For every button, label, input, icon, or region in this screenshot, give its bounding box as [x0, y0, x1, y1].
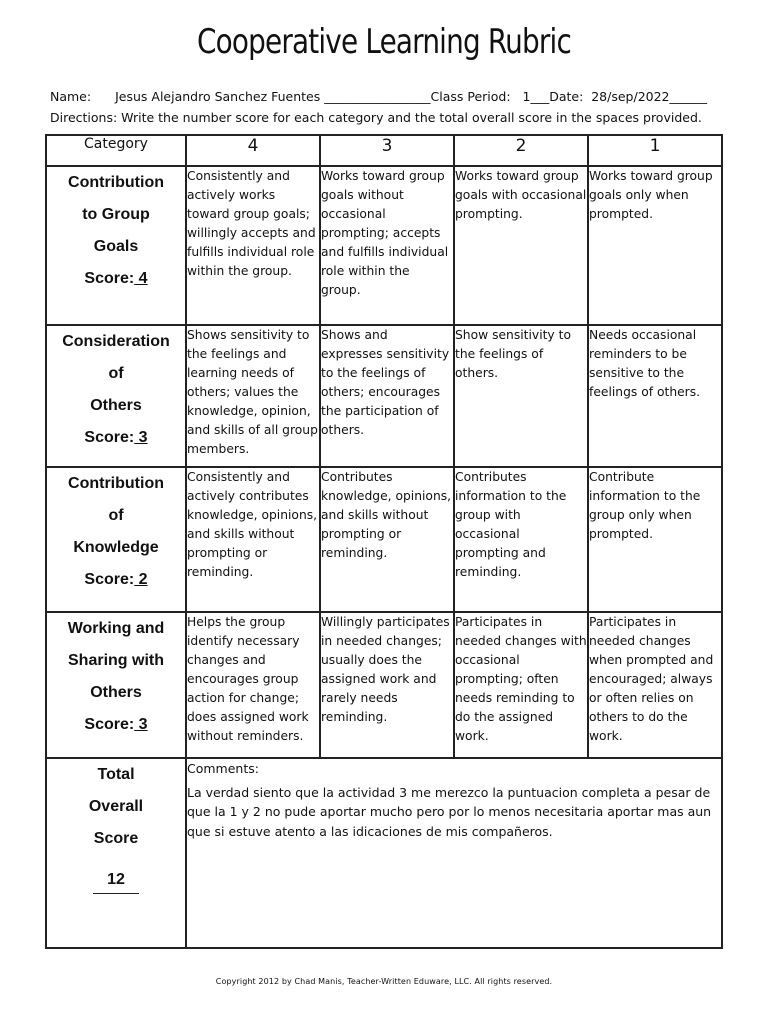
- comments-label: Comments:: [187, 761, 259, 776]
- category-name: Sharing with: [68, 652, 164, 669]
- descriptor-cell: Consistently and actively contributes knowledge, opinions, and skills without prompting or reminding.: [186, 467, 320, 612]
- descriptor-cell: Works toward group goals without occasional prompting; accepts and fulfills individual role within the group.: [320, 166, 454, 325]
- descriptor-cell: Participates in needed changes with occasional prompting; often needs reminding to do the assigned work.: [454, 612, 588, 758]
- category-name: Contribution: [68, 475, 164, 492]
- descriptor-cell: Contributes knowledge, opinions, and skills without prompting or reminding.: [320, 467, 454, 612]
- table-row: [46, 325, 722, 467]
- score-label: Score:: [84, 571, 135, 588]
- total-label: Overall: [88, 798, 144, 815]
- table-row: [46, 612, 722, 758]
- descriptor-cell: Helps the group identify necessary changes and encourages group action for change; does assigned work without reminders.: [186, 612, 320, 758]
- header-category: Category: [46, 135, 186, 166]
- category-cell: [46, 166, 186, 325]
- total-score-cell: [46, 758, 186, 948]
- header-score-1: 1: [588, 135, 722, 166]
- date-label: Date:: [549, 89, 584, 104]
- total-label: Total: [97, 766, 135, 783]
- header-score-3: 3: [320, 135, 454, 166]
- descriptor-cell: Needs occasional reminders to be sensitive to the feelings of others.: [588, 325, 722, 467]
- copyright-footer: Copyright 2012 by Chad Manis, Teacher-Written Eduware, LLC. All rights reserved.: [215, 977, 553, 986]
- descriptor-cell: Works toward group goals with occasional prompting.: [454, 166, 588, 325]
- score-value: 4: [134, 270, 148, 287]
- category-name: of: [108, 365, 124, 382]
- descriptor-cell: Consistently and actively works toward group goals; willingly accepts and fulfills individual role within the group.: [186, 166, 320, 325]
- category-name: Others: [90, 397, 142, 414]
- descriptor-cell: Willingly participates in needed changes; usually does the assigned work and rarely needs reminding.: [320, 612, 454, 758]
- page-title: Cooperative Learning Rubric: [197, 22, 571, 62]
- header-row: [46, 135, 722, 166]
- name-label: Name:: [50, 89, 92, 104]
- score-label: Score:: [84, 429, 135, 446]
- class-period-label: Class Period:: [430, 89, 511, 104]
- descriptor-cell: Contribute information to the group only when prompted.: [588, 467, 722, 612]
- category-name: Others: [90, 684, 142, 701]
- descriptor-cell: Shows and expresses sensitivity to the feelings of others; encourages the participation of others.: [320, 325, 454, 467]
- descriptor-cell: Show sensitivity to the feelings of others.: [454, 325, 588, 467]
- score-label: Score:: [84, 716, 135, 733]
- descriptor-cell: Contributes information to the group with occasional prompting and reminding.: [454, 467, 588, 612]
- category-name: to Group: [82, 206, 150, 223]
- table-row: [46, 166, 722, 325]
- total-score-value: 12: [93, 869, 139, 894]
- score-value: 3: [134, 429, 148, 446]
- header-score-4: 4: [186, 135, 320, 166]
- descriptor-cell: Shows sensitivity to the feelings and learning needs of others; values the knowledge, opinion, and skills of all group members.: [186, 325, 320, 467]
- category-name: Consideration: [62, 333, 170, 350]
- directions: Directions: Write the number score for each category and the total overall score in the spaces provided.: [50, 110, 702, 125]
- score-value: 3: [134, 716, 148, 733]
- total-row: [46, 758, 722, 948]
- student-info-line: Name: Jesus Alejandro Sanchez Fuentes _________________Class Period: 1___Date: 28/sep/2022______: [50, 89, 708, 104]
- name-value: Jesus Alejandro Sanchez Fuentes: [115, 89, 321, 104]
- category-cell: [46, 612, 186, 758]
- category-name: Knowledge: [73, 539, 159, 556]
- category-name: Goals: [93, 238, 139, 255]
- table-row: [46, 467, 722, 612]
- category-cell: [46, 325, 186, 467]
- category-name: of: [108, 507, 124, 524]
- descriptor-cell: Participates in needed changes when prompted and encouraged; always or often relies on others to do the work.: [588, 612, 722, 758]
- category-name: Contribution: [68, 174, 164, 191]
- header-score-2: 2: [454, 135, 588, 166]
- score-value: 2: [134, 571, 148, 588]
- category-name: Working and: [67, 620, 165, 637]
- comments-cell: [186, 758, 722, 948]
- comments-text: La verdad siento que la actividad 3 me merezco la puntuacion completa a pesar de que la 1 y 2 no pude aportar mucho pero por lo menos necesitaria aportar mas aun que si estuve atento a las idicaciones de mis compañeros.: [187, 784, 712, 839]
- class-period-value: 1: [522, 89, 531, 104]
- score-label: Score:: [84, 270, 135, 287]
- rubric-table: [45, 134, 723, 949]
- total-label: Score: [93, 830, 139, 847]
- date-value: 28/sep/2022: [591, 89, 670, 104]
- category-cell: [46, 467, 186, 612]
- descriptor-cell: Works toward group goals only when prompted.: [588, 166, 722, 325]
